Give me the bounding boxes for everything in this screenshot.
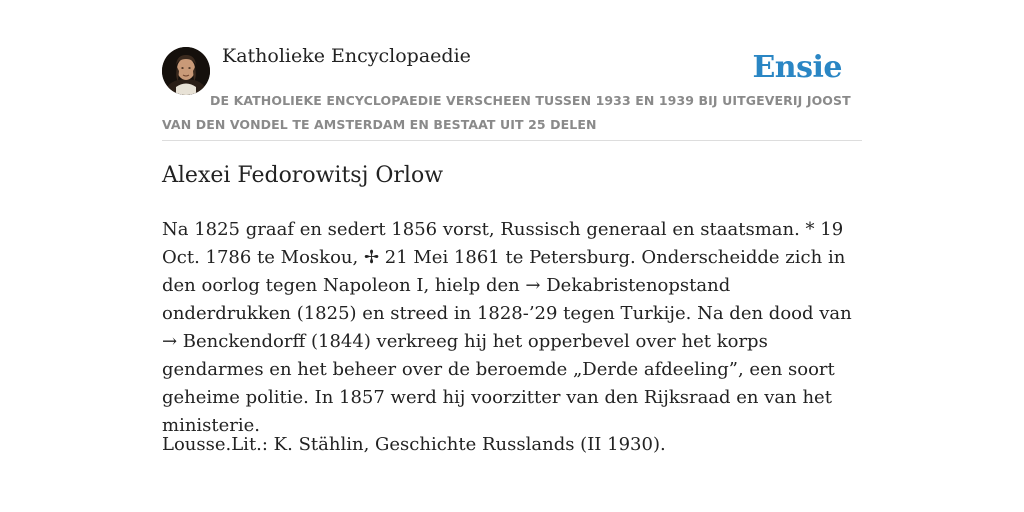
page-container (162, 0, 862, 455)
article-literature: Lousse.Lit.: K. Stählin, Geschichte Russlands (II 1930). (162, 434, 666, 455)
portrait-avatar-icon[interactable] (162, 47, 210, 95)
article-title: Alexei Fedorowitsj Orlow (162, 163, 444, 188)
site-title[interactable]: Katholieke Encyclopaedie (222, 45, 471, 67)
brand-logo[interactable]: Ensie (752, 50, 842, 85)
site-subtitle: DE KATHOLIEKE ENCYCLOPAEDIE VERSCHEEN TUSSEN 1933 EN 1939 BIJ UITGEVERIJ JOOST VAN DEN VONDEL TE AMSTERDAM EN BESTAAT UIT 25 DELEN (162, 93, 851, 132)
site-header (162, 0, 862, 141)
article-body: Na 1825 graaf en sedert 1856 vorst, Russisch generaal en staatsman. * 19 Oct. 1786 te Moskou, ✢ 21 Mei 1861 te Petersburg. Onderscheidde zich in den oorlog tegen Napoleon I, hielp den → Dekabristenopstand onderdrukken (1825) en streed in 1828-’29 tegen Turkije. Na den dood van → Benckendorff (1844) verkreeg hij het opperbevel over het korps gendarmes en het beheer over de beroemde „Derde afdeeling”, een soort geheime politie. In 1857 werd hij voorzitter van den Rijksraad en van het ministerie. (162, 219, 852, 436)
